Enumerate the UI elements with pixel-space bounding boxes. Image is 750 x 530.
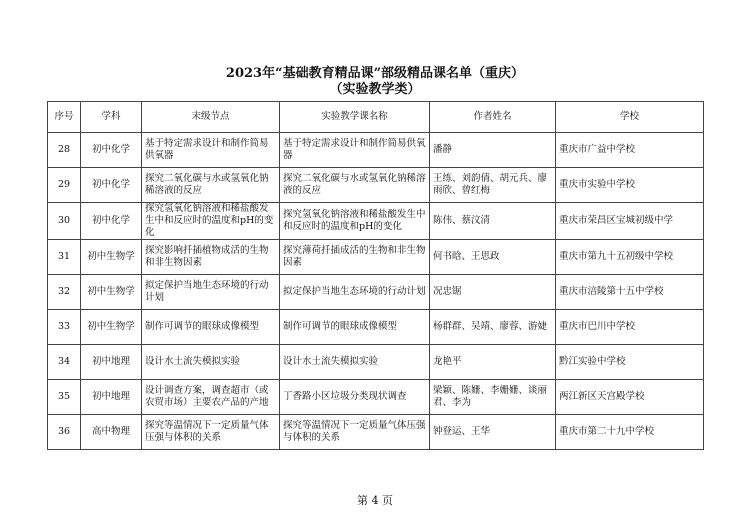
- header-subject: 学科: [81, 102, 142, 133]
- row-authors: 王练、刘韵倩、胡元兵、廖雨欣、曾红梅: [430, 168, 556, 203]
- header-num: 序号: [48, 102, 81, 133]
- row-subject: 初中地理: [81, 380, 142, 415]
- row-school: 重庆市荣昌区宝城初级中学: [556, 203, 704, 240]
- row-course: 制作可调节的眼球成像模型: [280, 310, 430, 345]
- row-subject: 初中化学: [81, 133, 142, 168]
- row-course: 丁香路小区垃圾分类现状调查: [280, 380, 430, 415]
- row-num: 35: [48, 380, 81, 415]
- table-row: [48, 310, 704, 345]
- row-school: 重庆市第九十五初级中学校: [556, 240, 704, 275]
- table-row: [48, 275, 704, 310]
- row-node: 探究影响扦插植物成活的生物和非生物因素: [142, 240, 280, 275]
- row-num: 34: [48, 345, 81, 380]
- row-node: 探究二氧化碳与水或氢氧化钠稀溶液的反应: [142, 168, 280, 203]
- row-num: 28: [48, 133, 81, 168]
- row-course: 探究等温情况下一定质量气体压强与体积的关系: [280, 415, 430, 450]
- row-subject: 初中生物学: [81, 310, 142, 345]
- row-course: 设计水土流失模拟实验: [280, 345, 430, 380]
- row-subject: 初中化学: [81, 168, 142, 203]
- row-authors: 钟登运、王华: [430, 415, 556, 450]
- course-table: [47, 101, 704, 450]
- row-school: 重庆市实验中学校: [556, 168, 704, 203]
- row-course: 探究薄荷扦插成活的生物和非生物因素: [280, 240, 430, 275]
- row-authors: 龙艳平: [430, 345, 556, 380]
- table-row: [48, 380, 704, 415]
- row-num: 36: [48, 415, 81, 450]
- table-row: [48, 203, 704, 240]
- row-school: 两江新区天宫殿学校: [556, 380, 704, 415]
- header-authors: 作者姓名: [430, 102, 556, 133]
- row-school: 重庆市第二十九中学校: [556, 415, 704, 450]
- row-node: 探究氢氧化钠溶液和稀盐酸发生中和反应时的温度和pH的变化: [142, 203, 280, 240]
- document-subtitle: （实验教学类）: [329, 82, 421, 97]
- row-node: 探究等温情况下一定质量气体压强与体积的关系: [142, 415, 280, 450]
- row-school: 黔江实验中学校: [556, 345, 704, 380]
- row-authors: 陈伟、蔡汶清: [430, 203, 556, 240]
- row-school: 重庆市涪陵第十五中学校: [556, 275, 704, 310]
- row-num: 31: [48, 240, 81, 275]
- row-course: 探究氢氧化钠溶液和稀盐酸发生中和反应时的温度和pH的变化: [280, 203, 430, 240]
- table-row: [48, 415, 704, 450]
- row-num: 30: [48, 203, 81, 240]
- table-row: [48, 240, 704, 275]
- row-school: 重庆市巴川中学校: [556, 310, 704, 345]
- row-course: 基于特定需求设计和制作简易供氧器: [280, 133, 430, 168]
- row-node: 设计调查方案，调查超市（或农贸市场）主要农产品的产地: [142, 380, 280, 415]
- row-authors: 况忠锯: [430, 275, 556, 310]
- row-subject: 初中化学: [81, 203, 142, 240]
- row-node: 制作可调节的眼球成像模型: [142, 310, 280, 345]
- row-subject: 初中地理: [81, 345, 142, 380]
- row-subject: 高中物理: [81, 415, 142, 450]
- document-title: 2023年“基础教育精品课”部级精品课名单（重庆）: [225, 66, 525, 81]
- table-header-row: [48, 102, 704, 133]
- row-node: 设计水土流失模拟实验: [142, 345, 280, 380]
- row-subject: 初中生物学: [81, 275, 142, 310]
- header-course: 实验教学课名称: [280, 102, 430, 133]
- row-num: 33: [48, 310, 81, 345]
- row-authors: 杨群群、吴靖、廖蓉、游婕: [430, 310, 556, 345]
- header-school: 学校: [556, 102, 704, 133]
- row-subject: 初中生物学: [81, 240, 142, 275]
- row-node: 拟定保护当地生态环境的行动计划: [142, 275, 280, 310]
- header-node: 末级节点: [142, 102, 280, 133]
- row-num: 32: [48, 275, 81, 310]
- row-authors: 梁颖、陈姗、李姗姗、谈丽君、李为: [430, 380, 556, 415]
- row-authors: 潘静: [430, 133, 556, 168]
- table-row: [48, 133, 704, 168]
- row-school: 重庆市广益中学校: [556, 133, 704, 168]
- page-number: 第 4 页: [357, 494, 393, 507]
- row-node: 基于特定需求设计和制作简易供氧器: [142, 133, 280, 168]
- table-row: [48, 345, 704, 380]
- row-course: 探究二氧化碳与水或氢氧化钠稀溶液的反应: [280, 168, 430, 203]
- row-course: 拟定保护当地生态环境的行动计划: [280, 275, 430, 310]
- row-authors: 何书晗、王思政: [430, 240, 556, 275]
- row-num: 29: [48, 168, 81, 203]
- table-row: [48, 168, 704, 203]
